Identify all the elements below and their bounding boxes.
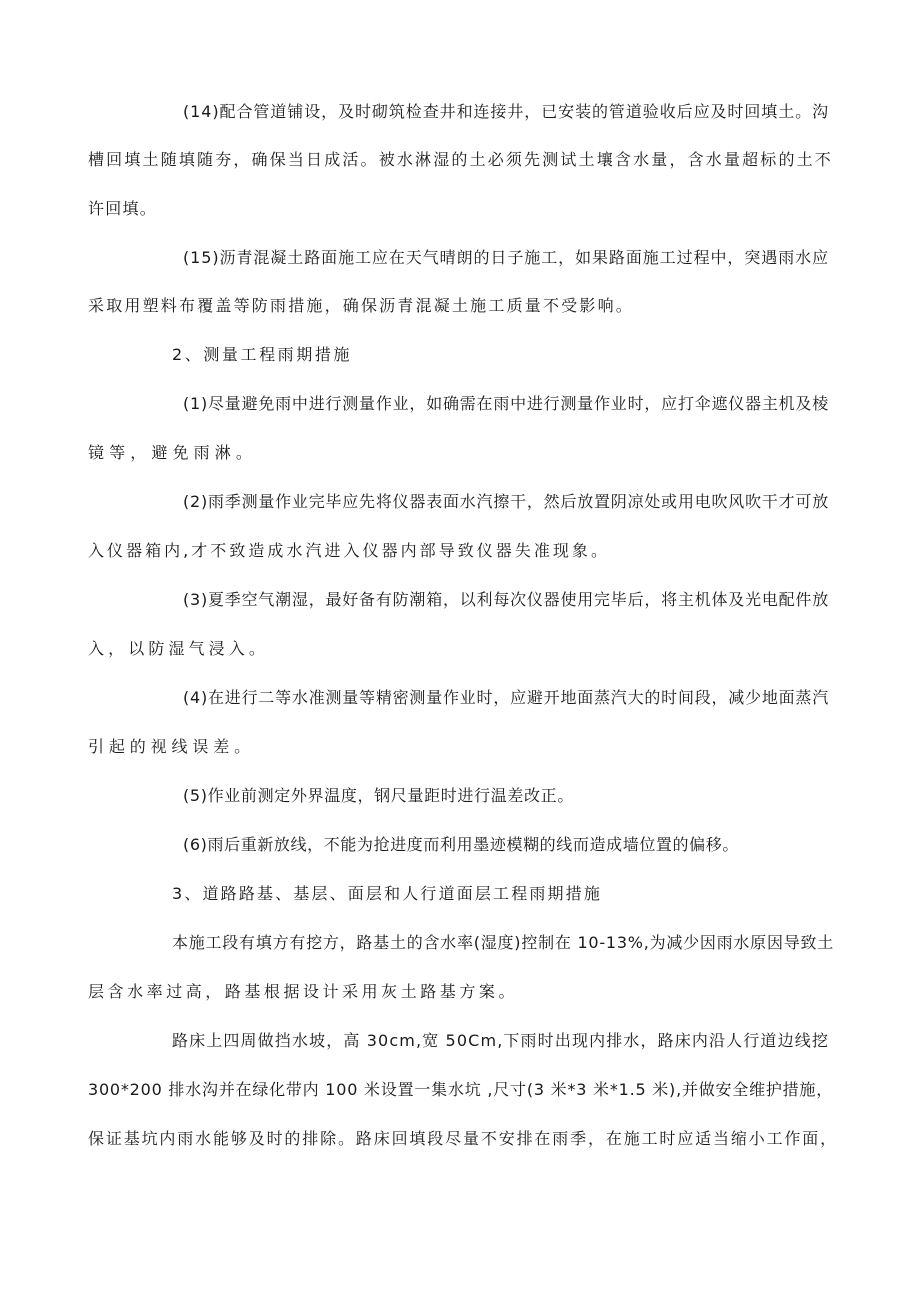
text-line-2: 槽回填土随填随夯，确保当日成活。被水淋湿的土必须先测试土壤含水量，含水量超标的土不 [88,150,833,169]
text-line-7: (1)尽量避免雨中进行测量作业，如确需在雨中进行测量作业时，应打伞遮仪器主机及棱 [183,394,829,413]
section-heading-2: 2、测量工程雨期措施 [172,345,352,364]
text-line-19: 层含水率过高，路基根据设计采用灰土路基方案。 [88,982,518,1001]
text-line-21: 300*200 排水沟并在绿化带内 100 米设置一集水坑 ,尺寸(3 米*3 米*1.5 米),并做安全维护措施， [88,1080,833,1099]
text-line-14: 引起的视线误差。 [88,737,255,756]
section-heading-3: 3、道路路基、基层、面层和人行道面层工程雨期措施 [172,884,602,903]
text-line-18: 本施工段有填方有挖方，路基土的含水率(湿度)控制在 10-13%,为减少因雨水原因导致土 [172,933,835,952]
text-line-4: (15)沥青混凝土路面施工应在天气晴朗的日子施工，如果路面施工过程中，突遇雨水应 [183,248,830,267]
text-line-13: (4)在进行二等水准测量等精密测量作业时，应避开地面蒸汽大的时间段，减少地面蒸汽 [183,688,829,707]
text-line-20: 路床上四周做挡水坡，高 30cm,宽 50Cm,下雨时出现内排水，路床内沿人行道边线挖 [172,1031,829,1050]
text-line-3: 许回填。 [88,199,157,218]
text-line-10: 入仪器箱内,才不致造成水汽进入仪器内部导致仪器失准现象。 [88,541,610,560]
text-line-1: (14)配合管道铺设，及时砌筑检查井和连接井，已安装的管道验收后应及时回填土。沟 [183,102,830,121]
text-line-15: (5)作业前测定外界温度，钢尺量距时进行温差改正。 [183,786,574,805]
text-line-12: 入，以防湿气浸入。 [88,639,269,658]
text-line-5: 采取用塑料布覆盖等防雨措施，确保沥青混凝土施工质量不受影响。 [88,296,634,315]
text-line-11: (3)夏季空气潮湿，最好备有防潮箱，以利每次仪器使用完毕后，将主机体及光电配件放 [183,590,829,609]
text-line-9: (2)雨季测量作业完毕应先将仪器表面水汽擦干，然后放置阴凉处或用电吹风吹干才可放 [183,492,829,511]
text-line-22: 保证基坑内雨水能够及时的排除。路床回填段尽量不安排在雨季，在施工时应适当缩小工作面， [88,1129,838,1148]
text-line-16: (6)雨后重新放线，不能为抢进度而利用墨迹模糊的线而造成墙位置的偏移。 [183,835,739,854]
text-line-8: 镜等，避免雨淋。 [88,443,257,462]
